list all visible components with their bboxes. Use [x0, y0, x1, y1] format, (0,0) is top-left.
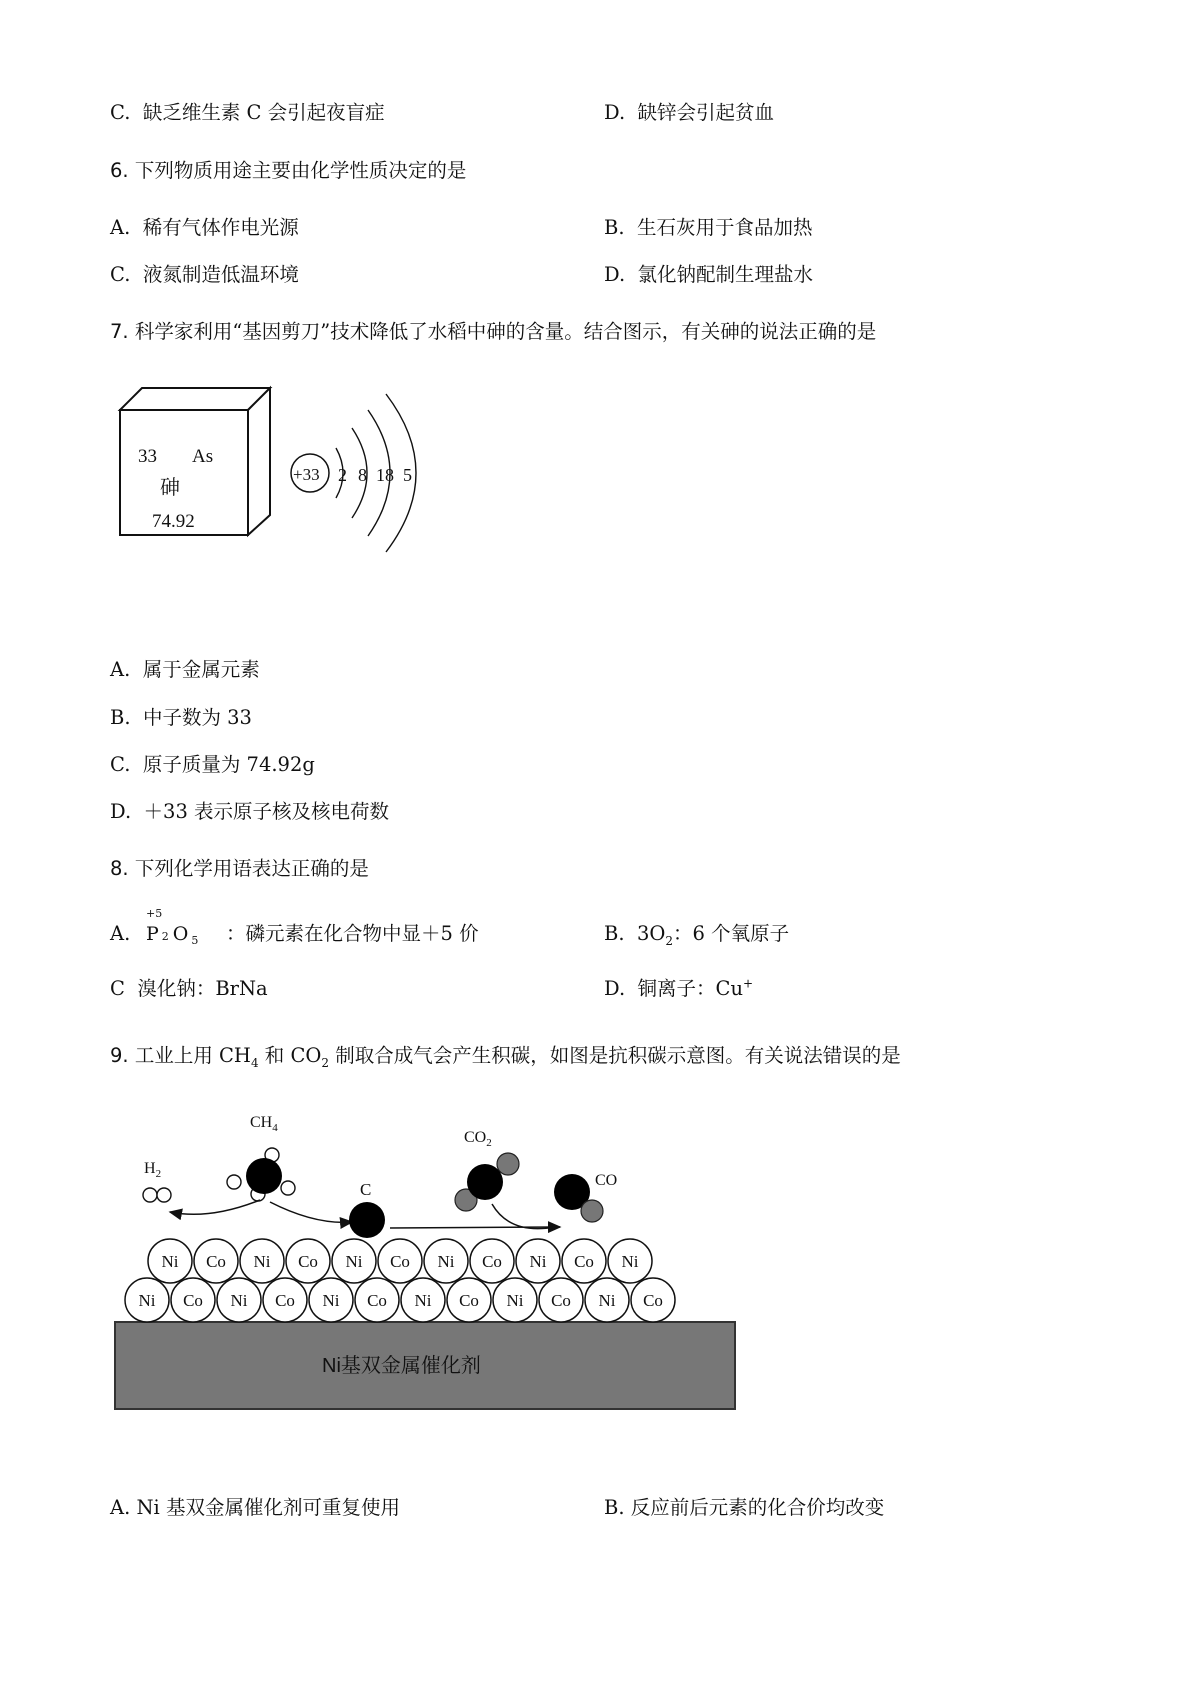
- carbon-label: C: [360, 1180, 372, 1199]
- q8-option-a-text: ：磷元素在化合物中显＋5 价: [226, 922, 479, 945]
- option-text: ：6 个氧原子: [672, 922, 790, 945]
- question-number: 9.: [110, 1044, 129, 1067]
- q5-option-d: [604, 99, 774, 127]
- nucleus-charge: +33: [293, 465, 320, 484]
- formula-sub: 2: [161, 930, 169, 943]
- q9-option-a: A. Ni 基双金属催化剂可重复使用: [110, 1496, 400, 1519]
- q7-option-b: [110, 704, 252, 732]
- catalyst-atom-label: Ni: [414, 1291, 432, 1310]
- element-symbol: As: [192, 446, 214, 467]
- question-number: 7.: [110, 320, 129, 343]
- option-letter: B.: [110, 706, 131, 729]
- charge-sup: +: [743, 976, 754, 991]
- carbon-atom: [349, 1202, 385, 1238]
- co2-arrow-curve: [492, 1204, 555, 1229]
- option-letter: C: [110, 977, 125, 1000]
- oxygen-atom: [581, 1200, 603, 1222]
- carbon-atom: [467, 1164, 503, 1200]
- option-letter: B.: [604, 922, 625, 945]
- option-text: 溴化钠：BrNa: [137, 977, 268, 1000]
- question-text: 和 CO: [264, 1044, 322, 1067]
- option-letter: A.: [110, 216, 131, 239]
- option-text: ＋33 表示原子核及核电荷数: [143, 800, 390, 823]
- q8-option-c: [110, 975, 268, 1003]
- question-text: 工业上用 CH: [134, 1044, 251, 1067]
- catalyst-atom-label: Co: [298, 1252, 318, 1271]
- catalyst-label: Ni基双金属催化剂: [322, 1355, 481, 1377]
- catalyst-atom-label: Ni: [322, 1291, 340, 1310]
- option-text: 铜离子：Cu: [637, 977, 744, 1000]
- shell-electrons: 8: [358, 465, 367, 485]
- option-text: 中子数为 33: [142, 706, 252, 729]
- formula-o: O: [172, 923, 189, 945]
- formula-sub: 2: [321, 1055, 330, 1070]
- catalyst-atom-label: Co: [643, 1291, 663, 1310]
- hydrogen-atom: [227, 1175, 241, 1189]
- catalyst-atom-label: Co: [551, 1291, 571, 1310]
- option-letter: C.: [110, 753, 131, 776]
- q8-stem: [110, 855, 369, 883]
- formula-sub: 5: [191, 934, 199, 947]
- catalyst-atom-label: Ni: [506, 1291, 524, 1310]
- formula-p: P: [146, 923, 159, 945]
- q9-option-b: B. 反应前后元素的化合价均改变: [604, 1496, 885, 1519]
- valence-mark: +5: [146, 907, 163, 920]
- atom-structure-diagram: [291, 394, 416, 552]
- atom-row-bottom: [125, 1278, 675, 1322]
- option-letter: C.: [110, 263, 131, 286]
- catalyst-atom-label: Ni: [345, 1252, 363, 1271]
- option-text: 缺乏维生素 C 会引起夜盲症: [142, 101, 385, 124]
- option-text: 氯化钠配制生理盐水: [637, 263, 814, 286]
- catalyst-atom-label: Ni: [598, 1291, 616, 1310]
- question-text: 下列物质用途主要由化学性质决定的是: [134, 159, 467, 182]
- catalyst-atom-label: Ni: [529, 1252, 547, 1271]
- option-letter: B.: [604, 216, 625, 239]
- option-text: 缺锌会引起贫血: [637, 101, 775, 124]
- atom-row-top: [148, 1239, 652, 1283]
- shell-electrons: 5: [403, 465, 412, 485]
- catalyst-atom-label: Ni: [161, 1252, 179, 1271]
- q5-option-c: [110, 99, 385, 127]
- p2o5-formula: [146, 920, 198, 955]
- catalyst-atom-label: Co: [459, 1291, 479, 1310]
- q6-option-b: [604, 214, 812, 242]
- q7-option-d: [110, 798, 389, 826]
- ch4-label: $CH_4$: [250, 1114, 278, 1134]
- q6-option-a: [110, 214, 299, 242]
- option-text: 属于金属元素: [142, 658, 260, 681]
- co-label: CO: [595, 1172, 618, 1189]
- shell-electrons: 2: [338, 465, 347, 485]
- catalyst-atom-label: Co: [482, 1252, 502, 1271]
- catalyst-atom-label: Ni: [138, 1291, 156, 1310]
- carbon-atom: [246, 1158, 282, 1194]
- option-letter: C.: [110, 101, 131, 124]
- shell-electrons: 18: [376, 465, 394, 485]
- q6-option-c: [110, 261, 299, 289]
- h2-label: $H_2$: [144, 1160, 162, 1180]
- catalyst-atom-label: Ni: [230, 1291, 248, 1310]
- element-name: 砷: [160, 477, 180, 499]
- atomic-mass: 74.92: [152, 511, 195, 532]
- co2-label: $CO_2$: [464, 1129, 492, 1149]
- option-letter: D.: [604, 263, 626, 286]
- catalyst-atom-label: Ni: [621, 1252, 639, 1271]
- catalyst-atom-label: Ni: [253, 1252, 271, 1271]
- formula-sub: 4: [250, 1055, 259, 1070]
- q7-option-a: [110, 656, 260, 684]
- q9-stem: [110, 1042, 901, 1070]
- option-letter: A.: [110, 922, 131, 945]
- oxygen-atom: [497, 1153, 519, 1175]
- question-number: 8.: [110, 857, 129, 880]
- catalyst-atom-label: Co: [390, 1252, 410, 1271]
- hydrogen-atom: [143, 1188, 157, 1202]
- question-number: 6.: [110, 159, 129, 182]
- catalyst-atom-label: Co: [206, 1252, 226, 1271]
- option-text: 稀有气体作电光源: [142, 216, 299, 239]
- option-letter: D.: [604, 977, 626, 1000]
- catalyst-atom-label: Co: [275, 1291, 295, 1310]
- q7-option-c: [110, 751, 315, 779]
- element-cube: [120, 388, 270, 535]
- q8-option-a: [110, 920, 130, 948]
- catalyst-atom-label: Ni: [437, 1252, 455, 1271]
- hydrogen-atom: [281, 1181, 295, 1195]
- question-text: 制取合成气会产生积碳，如图是抗积碳示意图。有关说法错误的是: [335, 1044, 901, 1067]
- q7-stem: [110, 318, 876, 346]
- q6-stem: [110, 157, 466, 185]
- question-text: 下列化学用语表达正确的是: [134, 857, 369, 880]
- arsenic-figure: [100, 370, 440, 570]
- formula-3o2: 3O: [636, 922, 666, 945]
- atomic-number: 33: [138, 446, 157, 467]
- option-text: 原子质量为 74.92g: [142, 753, 315, 776]
- arrow-to-h2: [170, 1200, 260, 1214]
- catalyst-atom-label: Co: [183, 1291, 203, 1310]
- catalyst-atom-label: Co: [367, 1291, 387, 1310]
- hydrogen-atom: [157, 1188, 171, 1202]
- anti-carbon-figure: [100, 1100, 750, 1430]
- option-letter: A.: [110, 658, 131, 681]
- question-text: 科学家利用“基因剪刀”技术降低了水稻中砷的含量。结合图示，有关砷的说法正确的是: [134, 320, 877, 343]
- q8-option-b: [604, 920, 789, 948]
- arrow-to-carbon: [270, 1202, 352, 1222]
- catalyst-atom-label: Co: [574, 1252, 594, 1271]
- formula-sub: 2: [665, 933, 673, 948]
- option-letter: D.: [604, 101, 626, 124]
- option-text: 生石灰用于食品加热: [636, 216, 813, 239]
- q8-option-d: [604, 975, 753, 1003]
- q6-option-d: [604, 261, 813, 289]
- option-letter: D.: [110, 800, 132, 823]
- option-text: 液氮制造低温环境: [142, 263, 299, 286]
